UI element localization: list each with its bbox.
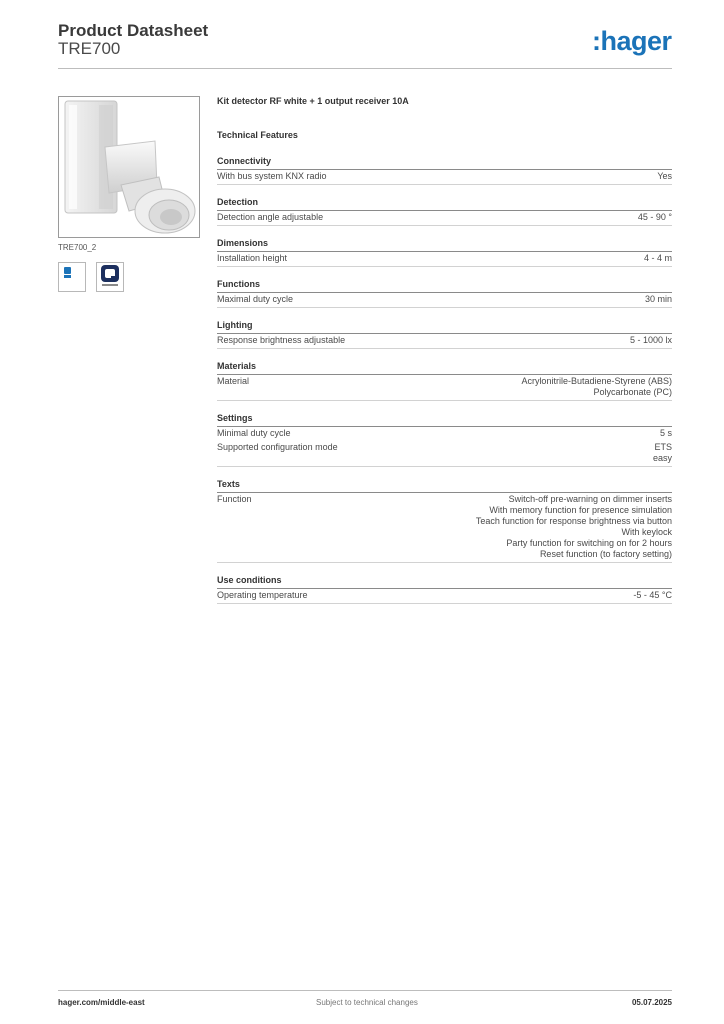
- spec-value-line: 5 s: [659, 428, 672, 438]
- spec-label: Minimal duty cycle: [217, 428, 291, 438]
- product-image: [58, 96, 200, 238]
- spec-sections: [217, 156, 672, 604]
- spec-value: [653, 442, 672, 464]
- spec-section: [217, 156, 672, 185]
- spec-label: Detection angle adjustable: [217, 212, 324, 222]
- spec-value-line: Party function for switching on for 2 hours: [506, 538, 672, 548]
- spec-value: [657, 171, 672, 182]
- section-title: Lighting: [217, 320, 672, 334]
- footer-date: 05.07.2025: [631, 998, 672, 1007]
- spec-section: [217, 320, 672, 349]
- spec-row: [217, 252, 672, 267]
- spec-value-line: easy: [652, 453, 672, 463]
- product-code: TRE700: [58, 39, 121, 58]
- spec-value-line: ETS: [654, 442, 672, 452]
- spec-label: Installation height: [217, 253, 288, 263]
- spec-row: [217, 211, 672, 226]
- spec-value-line: Teach function for response brightness via button: [475, 516, 672, 526]
- spec-value-line: 4 - 4 m: [643, 253, 672, 263]
- section-title: Settings: [217, 413, 672, 427]
- hager-logo[interactable]: :hager: [592, 26, 672, 56]
- page-title: Product Datasheet: [58, 21, 209, 40]
- spec-label: Maximal duty cycle: [217, 294, 294, 304]
- footer-notice: Subject to technical changes: [316, 998, 418, 1007]
- spec-value-line: Polycarbonate (PC): [593, 387, 672, 397]
- spec-row: [217, 170, 672, 185]
- spec-label: Function: [217, 494, 252, 504]
- spec-value-line: -5 - 45 °C: [633, 590, 672, 600]
- header-divider: [58, 68, 672, 69]
- spec-value-line: 30 min: [644, 294, 672, 304]
- spec-row: [217, 293, 672, 308]
- product-name: Kit detector RF white + 1 output receiver 10A: [217, 96, 409, 106]
- section-title: Dimensions: [217, 238, 672, 252]
- spec-section: [217, 361, 672, 401]
- spec-section: [217, 197, 672, 226]
- section-title: Functions: [217, 279, 672, 293]
- spec-value: [645, 294, 672, 305]
- section-title: Materials: [217, 361, 672, 375]
- spec-label: Response brightness adjustable: [217, 335, 346, 345]
- section-title: Texts: [217, 479, 672, 493]
- spec-label: Material: [217, 376, 250, 386]
- spec-row: [217, 493, 672, 563]
- spec-value-line: 5 - 1000 lx: [629, 335, 672, 345]
- section-title: Detection: [217, 197, 672, 211]
- spec-section: [217, 238, 672, 267]
- spec-section: [217, 575, 672, 604]
- certification-badge-icon: [58, 262, 86, 292]
- spec-value-line: Yes: [657, 171, 672, 181]
- spec-label: Supported configuration mode: [217, 442, 338, 452]
- technical-features-title: Technical Features: [217, 130, 298, 140]
- spec-section: [217, 413, 672, 467]
- quality-label-icon: [96, 262, 124, 292]
- motion-detector-illustration: [59, 97, 199, 237]
- footer-website-link[interactable]: hager.com/middle-east: [58, 998, 145, 1007]
- spec-content: [217, 96, 672, 604]
- spec-value-line: Switch-off pre-warning on dimmer inserts: [508, 494, 672, 504]
- footer-divider: [58, 990, 672, 991]
- spec-value: [521, 376, 672, 398]
- spec-row: [217, 375, 672, 401]
- spec-value-line: Acrylonitrile-Butadiene-Styrene (ABS): [521, 376, 672, 386]
- spec-value-line: With memory function for presence simulation: [489, 505, 672, 515]
- section-title: Connectivity: [217, 156, 672, 170]
- spec-row: [217, 441, 672, 467]
- image-caption: TRE700_2: [58, 243, 97, 252]
- spec-value-line: Reset function (to factory setting): [539, 549, 672, 559]
- spec-value: [644, 253, 672, 264]
- section-title: Use conditions: [217, 575, 672, 589]
- spec-value: [660, 428, 672, 439]
- spec-row: [217, 589, 672, 604]
- spec-label: Operating temperature: [217, 590, 308, 600]
- spec-section: [217, 279, 672, 308]
- spec-value: [476, 494, 672, 560]
- spec-value-line: 45 - 90 °: [637, 212, 672, 222]
- spec-label: With bus system KNX radio: [217, 171, 327, 181]
- spec-value: [633, 590, 672, 601]
- spec-row: [217, 427, 672, 441]
- spec-section: [217, 479, 672, 563]
- spec-value: [638, 212, 672, 223]
- spec-row: [217, 334, 672, 349]
- spec-value: [630, 335, 672, 346]
- spec-value-line: With keylock: [621, 527, 672, 537]
